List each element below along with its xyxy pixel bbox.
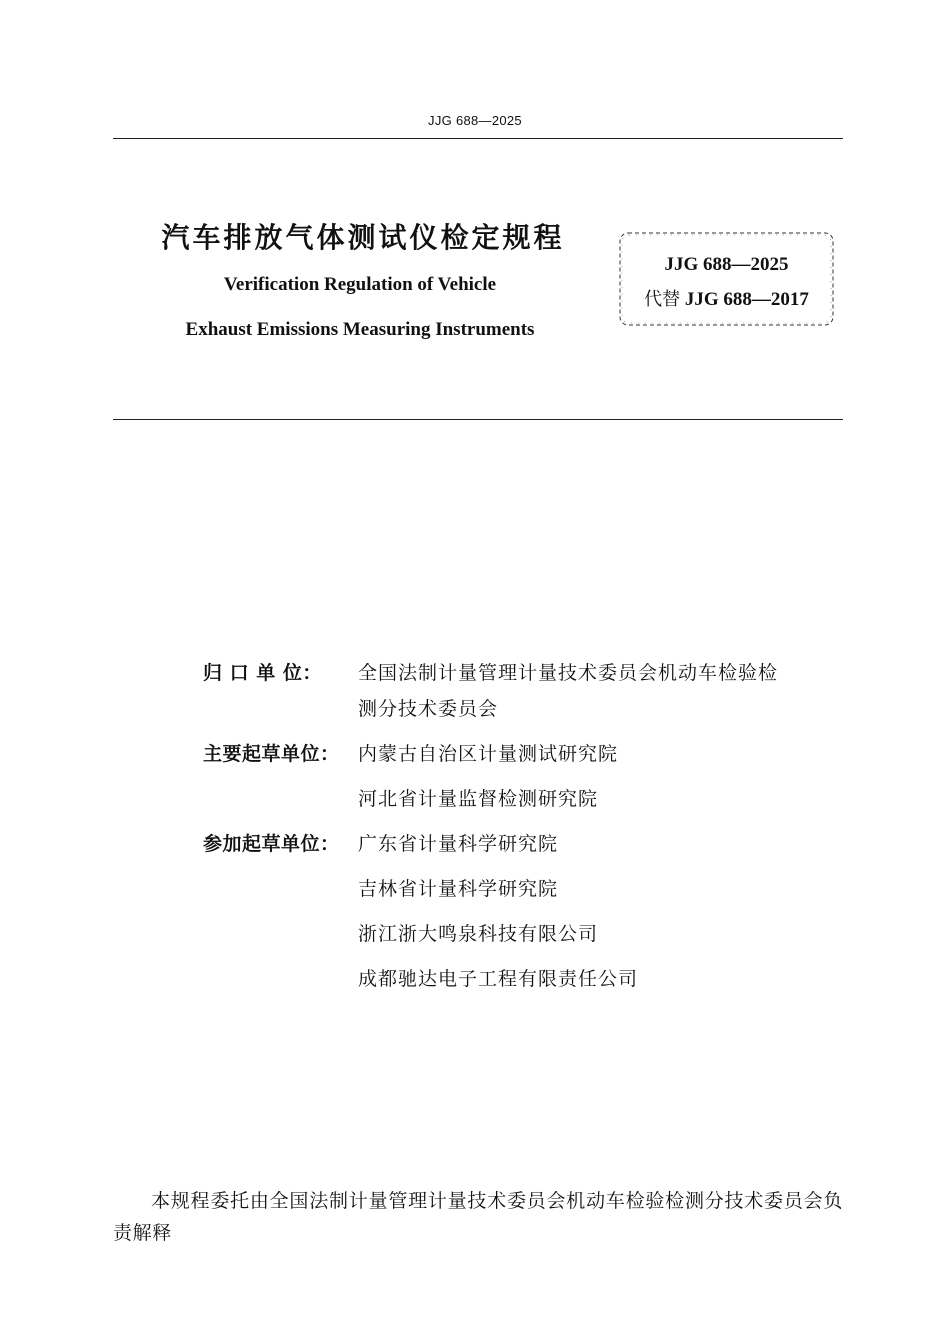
unit-label-main-drafting: 主要起草单位： <box>203 743 340 765</box>
unit-label-participating: 参加起草单位： <box>203 833 340 855</box>
title-english-line-1: Verification Regulation of Vehicle <box>223 274 497 295</box>
header-standard-code: JJG 688—2025 <box>428 113 522 128</box>
standard-code-box <box>617 230 836 328</box>
unit-line: 内蒙古自治区计量测试研究院 <box>358 743 619 765</box>
title-chinese: 汽车排放气体测试仪检定规程 <box>161 221 565 254</box>
unit-line: 吉林省计量科学研究院 <box>358 878 559 900</box>
replaces-label: 代替 <box>644 289 681 310</box>
unit-line: 测分技术委员会 <box>358 698 499 720</box>
top-divider <box>113 138 843 139</box>
interpretation-note: 本规程委托由全国法制计量管理计量技术委员会机动车检验检测分技术委员会负责解释 <box>113 1190 843 1244</box>
bottom-divider <box>113 419 843 420</box>
standard-code: JJG 688—2025 <box>664 254 789 275</box>
replaces-line <box>617 285 836 311</box>
unit-row-participating <box>203 826 853 1006</box>
drafting-units <box>203 655 853 1006</box>
unit-line: 成都驰达电子工程有限责任公司 <box>358 968 639 990</box>
unit-row-responsible <box>203 655 853 736</box>
replaced-code: JJG 688—2017 <box>684 289 809 310</box>
unit-line: 广东省计量科学研究院 <box>358 833 559 855</box>
unit-label-responsible: 归 口 单 位： <box>203 662 322 684</box>
dotted-frame <box>617 230 836 328</box>
unit-line: 河北省计量监督检测研究院 <box>358 788 599 810</box>
title-english-line-2: Exhaust Emissions Measuring Instruments <box>185 319 535 340</box>
unit-line: 全国法制计量管理计量技术委员会机动车检验检 <box>358 662 779 684</box>
unit-line: 浙江浙大鸣泉科技有限公司 <box>358 923 599 945</box>
unit-row-main-drafting <box>203 736 853 826</box>
